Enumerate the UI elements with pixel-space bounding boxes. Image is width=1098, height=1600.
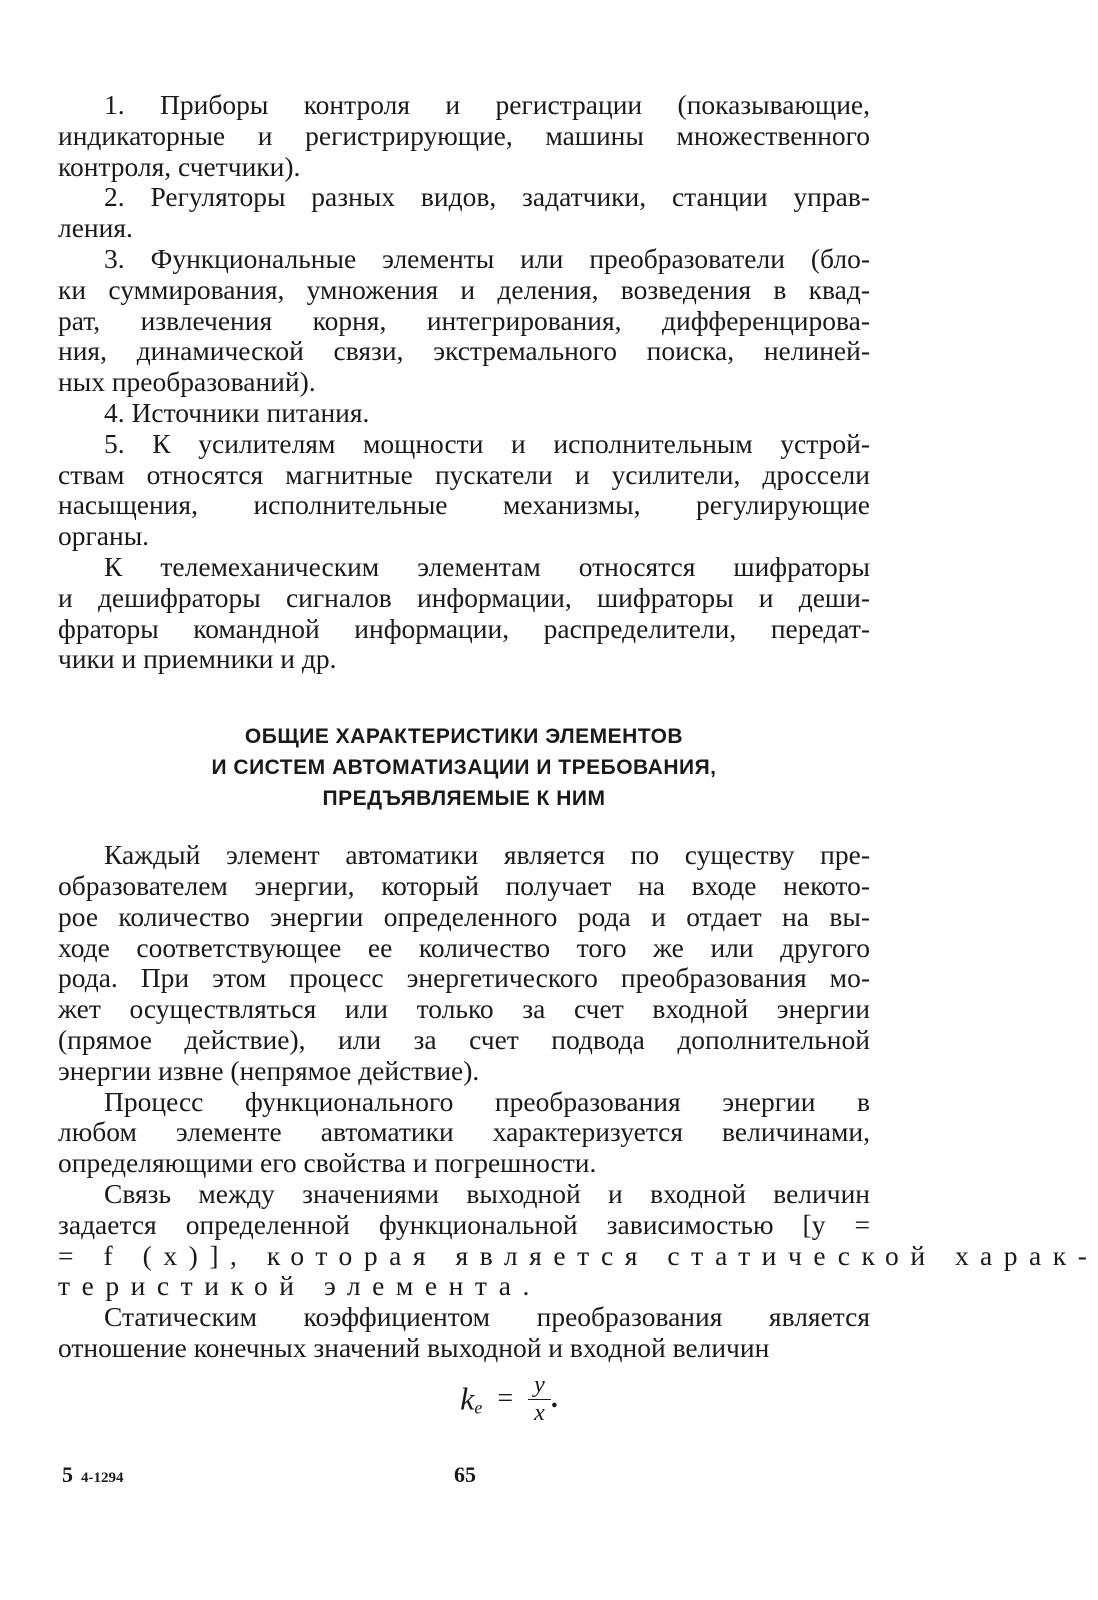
signature-code: 4-1294 <box>81 1470 124 1486</box>
text-line: = f (x)], которая является статической харак- <box>58 1239 1098 1271</box>
text-line: ния, динамической связи, экстремального поиска, нелиней- <box>58 335 870 367</box>
text-line: энергии извне (непрямое действие). <box>58 1054 480 1086</box>
text-line: индикаторные и регистрирующие, машины множественного <box>58 119 870 151</box>
formula-period: . <box>550 1382 558 1414</box>
formula-equals: = <box>497 1382 514 1414</box>
text-line: 3. Функциональные элементы или преобразователи (бло- <box>104 242 870 274</box>
text-line: рода. При этом процесс энергетического преобразования мо- <box>58 962 870 994</box>
text-line: органы. <box>58 520 150 552</box>
paragraph-energy-converter <box>58 840 870 1086</box>
section-heading <box>58 721 870 814</box>
paragraph-functional-conversion <box>58 1087 870 1179</box>
text-line: Связь между значениями выходной и входной величин <box>104 1177 870 1209</box>
page-body <box>58 89 1098 1436</box>
list-item-4 <box>58 398 870 429</box>
text-line: ки суммирования, умножения и деления, возведения в квад- <box>58 273 870 305</box>
text-line: 5. К усилителям мощности и исполнительным устрой- <box>104 427 870 459</box>
text-line: чики и приемники и др. <box>58 643 337 675</box>
text-line: рое количество энергии определенного рода и отдает на вы- <box>58 900 870 932</box>
formula-static-coefficient <box>58 1372 870 1436</box>
text-line: 2. Регуляторы разных видов, задатчики, станции управ- <box>104 181 870 213</box>
list-item-1 <box>58 90 870 182</box>
list-item-2 <box>58 182 870 244</box>
text-line: ных преобразований). <box>58 366 316 398</box>
text-line: и дешифраторы сигналов информации, шифраторы и деши- <box>58 581 870 613</box>
list-item-3 <box>58 244 870 398</box>
text-line: задается определенной функциональной зависимостью [y = <box>58 1208 870 1240</box>
text-line: ствам относятся магнитные пускатели и усилители, дроссели <box>58 458 870 490</box>
text-line: Процесс функционального преобразования энергии в <box>104 1085 870 1117</box>
text-line: 4. Источники питания. <box>104 396 370 428</box>
formula-lhs: k <box>460 1380 475 1417</box>
text-line: Каждый элемент автоматики является по существу пре- <box>104 839 870 871</box>
text-line: определяющими его свойства и погрешности. <box>58 1147 597 1179</box>
page-footer <box>62 1462 874 1492</box>
text-line: фраторы командной информации, распределители, передат- <box>58 612 870 644</box>
text-line: насыщения, исполнительные механизмы, регулирующие <box>58 489 870 521</box>
text-line: образователем энергии, который получает на входе некото- <box>58 869 870 901</box>
formula-subscript: e <box>474 1397 483 1418</box>
heading-line: ПРЕДЪЯВЛЯЕМЫЕ К НИМ <box>322 787 606 811</box>
text-line: отношение конечных значений выходной и входной величин <box>58 1331 770 1363</box>
text-line: контроля, счетчики). <box>58 150 301 182</box>
formula-denominator: x <box>534 1399 545 1426</box>
text-line: теристикой элемента. <box>58 1270 541 1302</box>
printer-signature <box>62 1462 124 1488</box>
text-line: ходе соответствующее ее количество того же или другого <box>58 931 870 963</box>
paragraph-static-characteristic <box>58 1177 1098 1302</box>
signature-number: 5 <box>62 1462 73 1487</box>
text-line: рат, извлечения корня, интегрирования, дифференцирова- <box>58 304 870 336</box>
formula-numerator: y <box>528 1372 551 1400</box>
text-line: жет осуществляться или только за счет входной энергии <box>58 993 870 1025</box>
text-line: любом элементе автоматики характеризуется величинами, <box>58 1116 870 1148</box>
heading-line: И СИСТЕМ АВТОМАТИЗАЦИИ И ТРЕБОВАНИЯ, <box>211 756 717 780</box>
text-line: (прямое действие), или за счет подвода дополнительной <box>58 1023 870 1055</box>
telemechanics-paragraph <box>58 552 870 675</box>
page-number: 65 <box>454 1462 476 1487</box>
list-item-5 <box>58 429 870 552</box>
text-line: К телемеханическим элементам относятся шифраторы <box>104 550 870 582</box>
paragraph-static-coefficient <box>58 1302 870 1364</box>
text-line: 1. Приборы контроля и регистрации (показывающие, <box>104 89 870 120</box>
text-line: Статическим коэффициентом преобразования является <box>104 1301 870 1333</box>
heading-line: ОБЩИЕ ХАРАКТЕРИСТИКИ ЭЛЕМЕНТОВ <box>244 725 684 749</box>
text-line: ления. <box>58 212 133 244</box>
formula-fraction <box>528 1372 551 1426</box>
